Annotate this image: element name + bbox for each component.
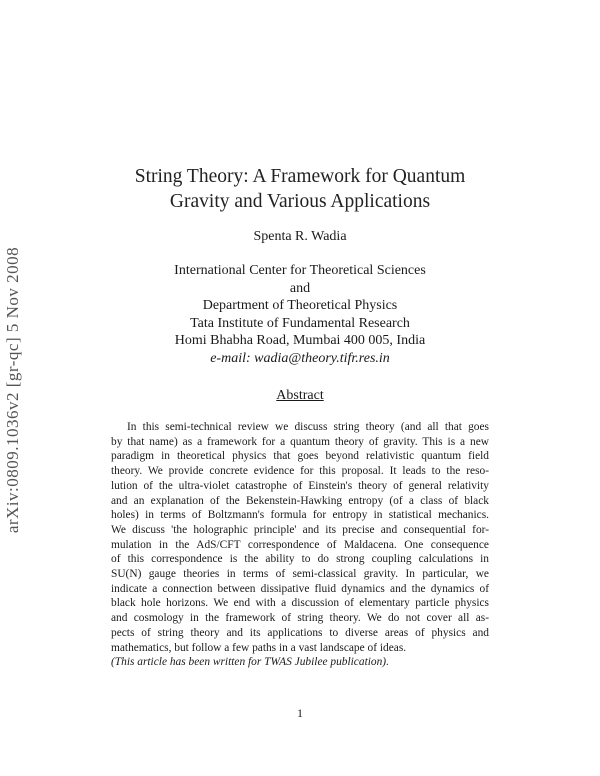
abstract-line: and cosmology in the framework of string theory. We do not cover all as-	[111, 612, 489, 625]
abstract-heading: Abstract	[276, 388, 324, 403]
abstract-line: and an explanation of the Bekenstein-Hawking entropy (of a class of black	[111, 494, 489, 507]
publication-note: (This article has been written for TWAS Jubilee publication).	[111, 656, 389, 669]
abstract-body	[111, 420, 489, 670]
abstract-line: of this correspondence is the ability to do strong coupling calculations in	[111, 553, 489, 566]
abstract-line: SU(N) gauge theories in terms of semi-classical gravity. In particular, we	[111, 568, 489, 581]
affiliation-block	[90, 262, 510, 367]
abstract-line: black hole horizons. We end with a discussion of elementary particle physics	[111, 597, 489, 610]
affiliation-line: Department of Theoretical Physics	[202, 298, 398, 313]
abstract-line: In this semi-technical review we discuss string theory (and all that goes	[127, 421, 489, 433]
abstract-line: theory. We provide concrete evidence for this proposal. It leads to the reso-	[111, 465, 489, 478]
abstract-line: paradigm in theoretical physics that goes beyond relativistic quantum field	[111, 450, 489, 463]
paper-title	[90, 164, 510, 214]
title-line: Gravity and Various Applications	[169, 191, 431, 212]
abstract-line: We discuss 'the holographic principle' and its precise and consequential for-	[111, 523, 489, 536]
abstract-line: lution of the ultra-violet catastrophe of Einstein's theory of general relativity	[111, 479, 489, 492]
affiliation-line: and	[289, 280, 311, 296]
affiliation-line: Tata Institute of Fundamental Research	[190, 315, 410, 331]
abstract-line: mathematics, but follow a few paths in a vast landscape of ideas.	[111, 641, 407, 654]
affiliation-line: Homi Bhabha Road, Mumbai 400 005, India	[174, 333, 426, 348]
abstract-line: by that name) as a framework for a quantum theory of gravity. This is a new	[111, 435, 489, 448]
page-number: 1	[297, 706, 303, 720]
affiliation-line: International Center for Theoretical Sciences	[174, 263, 426, 278]
abstract-line: mulation in the AdS/CFT correspondence of Maldacena. One consequence	[111, 538, 489, 551]
abstract-line: holes) in terms of Boltzmann's formula for entropy in statistical mechanics.	[111, 509, 489, 522]
abstract-line: pects of string theory and its applications to diverse areas of physics and	[111, 626, 489, 639]
author-email: e-mail: wadia@theory.tifr.res.in	[210, 350, 390, 366]
author-name: Spenta R. Wadia	[253, 229, 347, 244]
arxiv-identifier: arXiv:0809.1036v2 [gr-qc] 5 Nov 2008	[3, 246, 22, 534]
abstract-line: indicate a connection between dissipative fluid dynamics and the dynamics of	[111, 582, 489, 595]
title-line: String Theory: A Framework for Quantum	[134, 166, 466, 187]
